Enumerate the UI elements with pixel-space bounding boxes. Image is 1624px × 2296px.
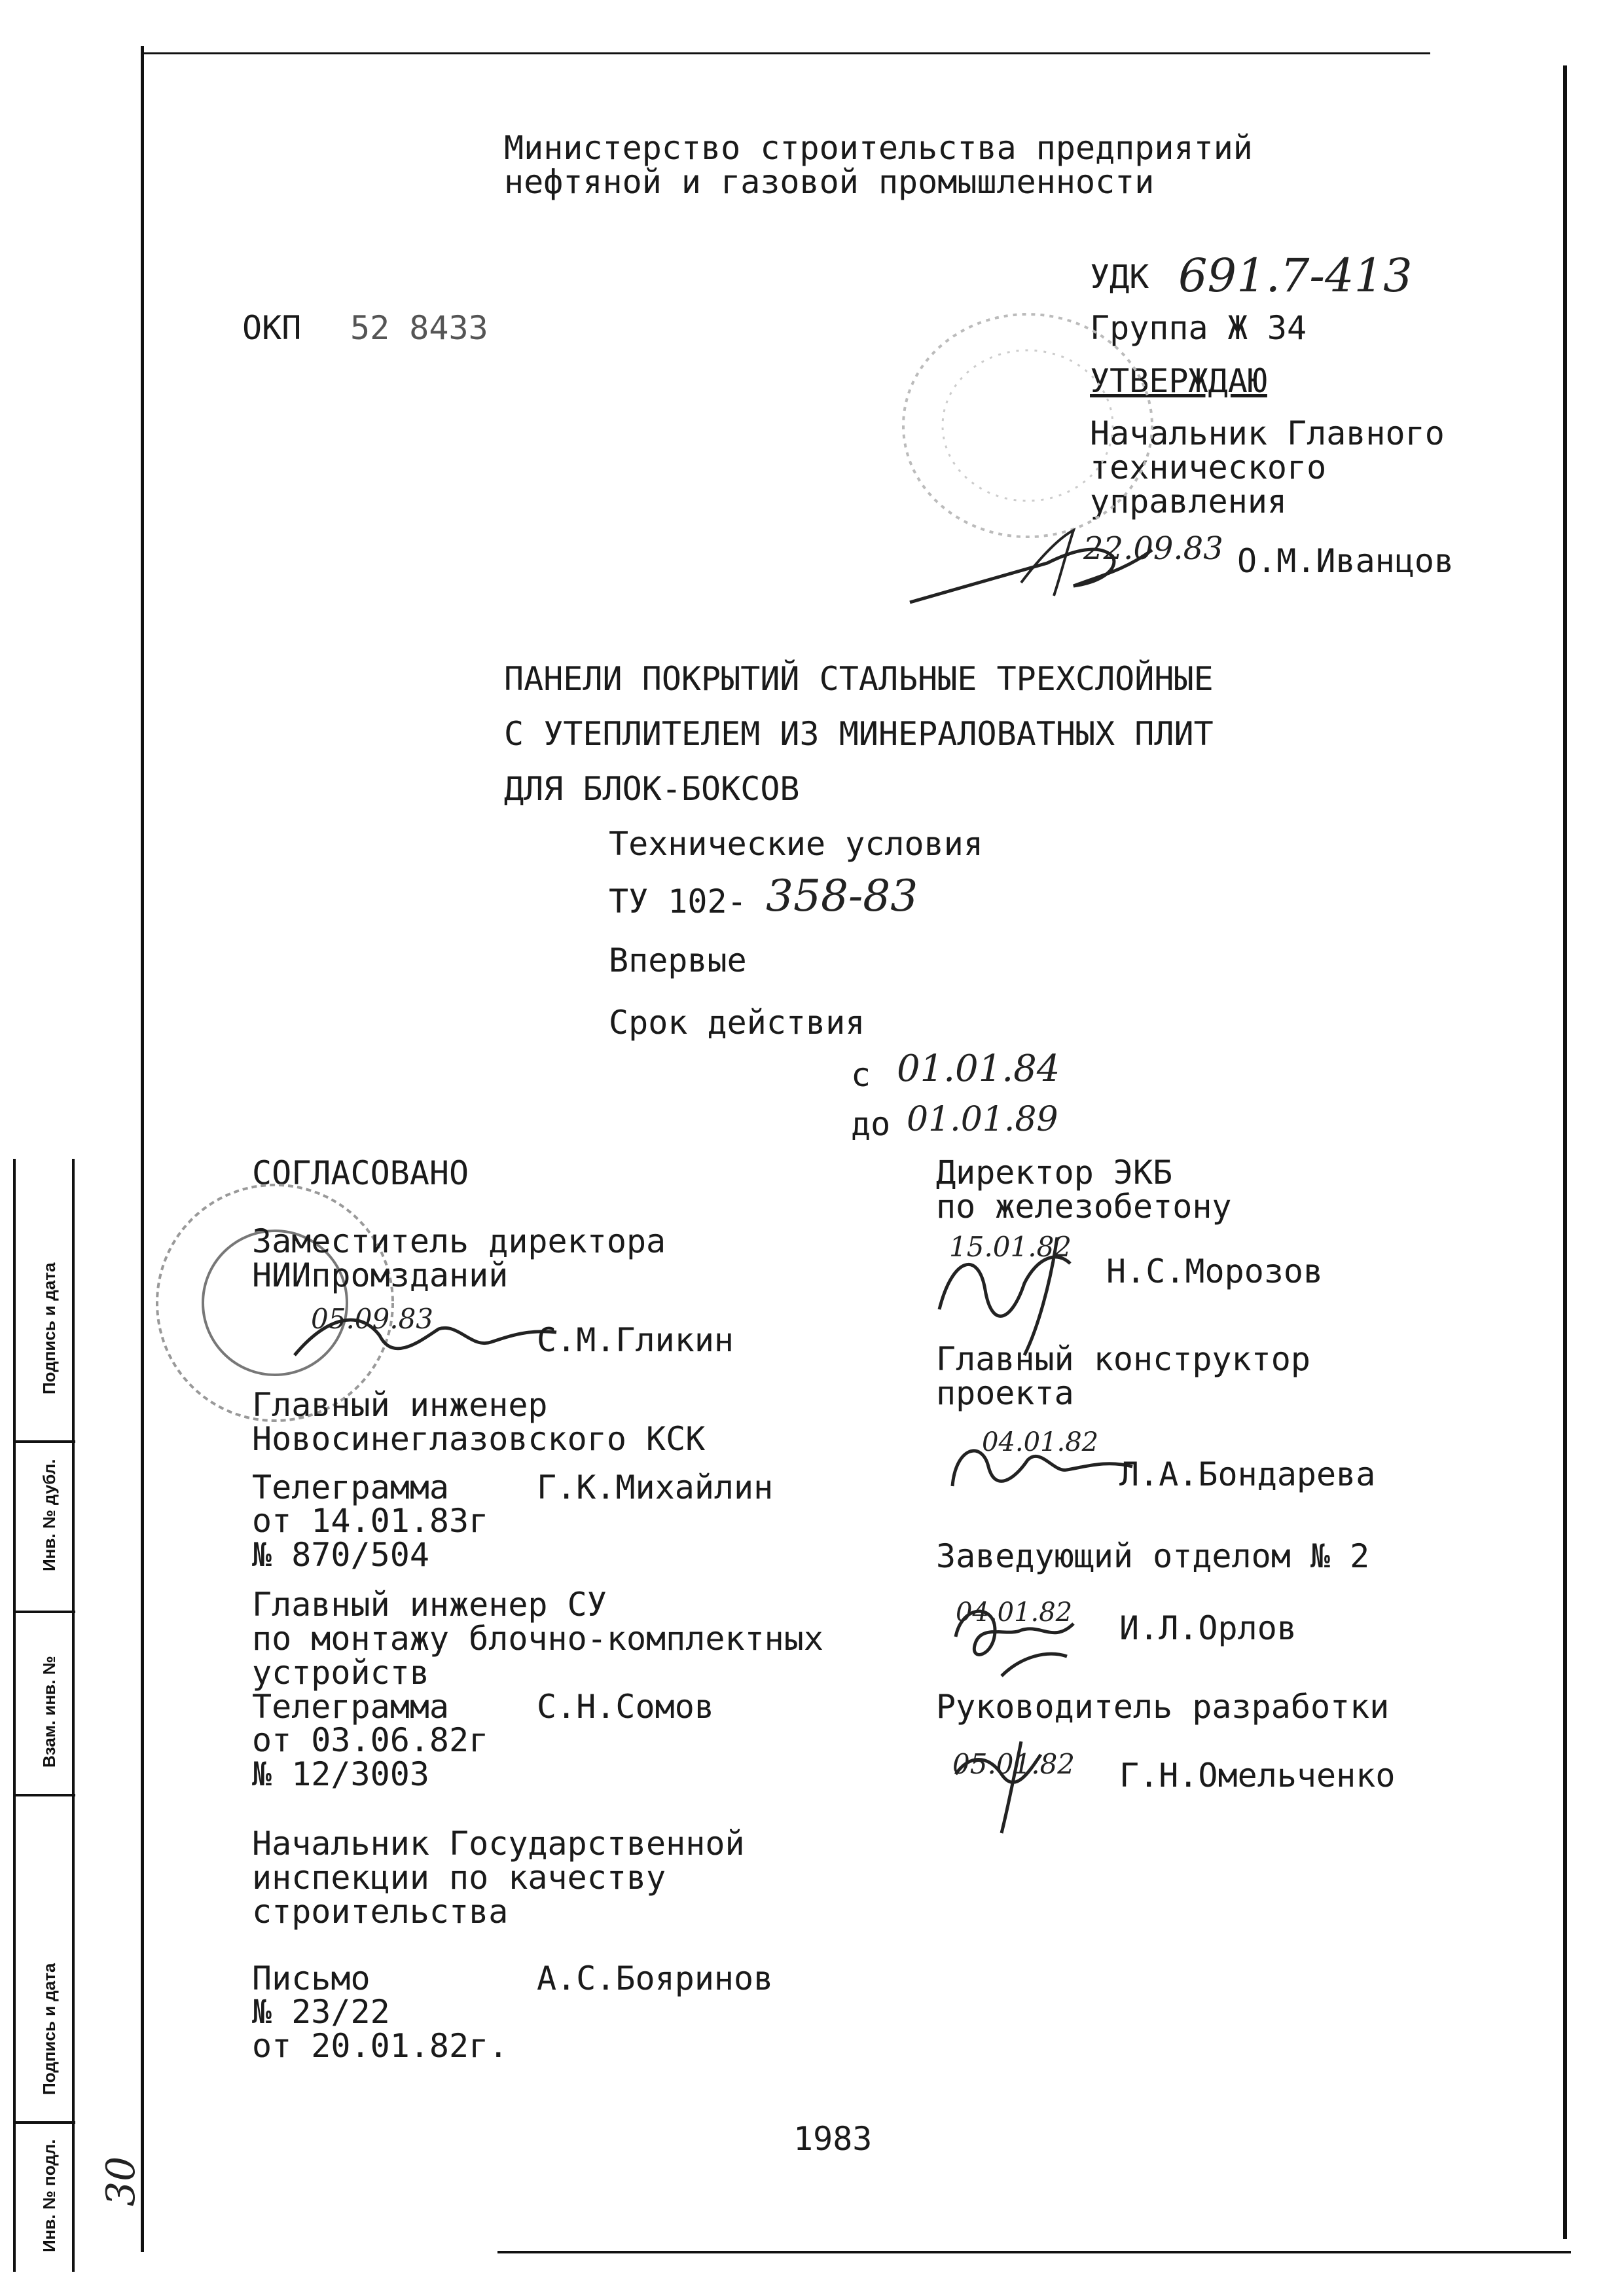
agreed-inspection-line: строительства xyxy=(252,1893,509,1931)
approval-heading: УТВЕРЖДАЮ xyxy=(1090,362,1267,400)
document-title xyxy=(504,651,1214,816)
agreed-inspection-name: А.С.Бояринов xyxy=(537,1959,774,1997)
agreed-chief-line: Новосинеглазовского КСК xyxy=(252,1420,706,1458)
director-line: Директор ЭКБ xyxy=(936,1154,1173,1192)
agreed-inspection-line: Начальник Государственной xyxy=(252,1825,745,1863)
spec-type: Технические условия xyxy=(609,825,983,863)
side-stamp-divider xyxy=(13,2121,75,2124)
director-line: по железобетону xyxy=(936,1188,1232,1226)
side-stamp-divider xyxy=(13,1440,75,1443)
lead-name: Г.Н.Омельченко xyxy=(1119,1757,1396,1795)
agreed-inspection-ref-line: от 20.01.82г. xyxy=(252,2027,509,2065)
dept-head-date: 04.01.82 xyxy=(956,1597,1073,1628)
agreed-deputy-name: С.М.Гликин xyxy=(537,1321,734,1359)
director-date: 15.01.82 xyxy=(949,1231,1072,1263)
okp-label: ОКП xyxy=(242,309,302,347)
lead-title: Руководитель разработки xyxy=(936,1688,1390,1726)
okp-value: 52 8433 xyxy=(350,309,488,347)
side-label-replacement-inventory: Взам. инв. № xyxy=(39,1656,59,1768)
udk-value: 691.7-413 xyxy=(1178,249,1413,302)
ministry-line-2: нефтяной и газовой промышленности xyxy=(504,163,1155,201)
approval-date: 22.09.83 xyxy=(1083,530,1223,567)
ministry-line-1: Министерство строительства предприятий xyxy=(504,129,1253,167)
agreed-su-line: устройств xyxy=(252,1654,429,1692)
spec-code-number: 358-83 xyxy=(766,871,918,921)
side-stamp-border xyxy=(72,1159,75,2272)
approval-name: О.М.Иванцов xyxy=(1237,542,1454,580)
side-stamp-divider xyxy=(13,1794,75,1796)
agreed-su-ref-line: от 03.06.82г xyxy=(252,1721,489,1759)
agreed-inspection-ref xyxy=(252,1995,508,2063)
side-stamp-border xyxy=(13,1159,16,2272)
udk-label: УДК xyxy=(1090,258,1149,296)
ministry-header xyxy=(504,131,1253,199)
document-year: 1983 xyxy=(793,2120,873,2158)
agreed-chief-line: Главный инженер xyxy=(252,1386,548,1424)
spec-from-date: 01.01.84 xyxy=(897,1048,1060,1090)
side-label-signature-date-2: Подпись и дата xyxy=(39,1963,59,2095)
constructor-line: проекта xyxy=(936,1374,1074,1412)
agreed-su-line: по монтажу блочно-комплектных xyxy=(252,1620,823,1658)
spec-to-label: до xyxy=(851,1105,891,1143)
agreed-su-name: С.Н.Сомов xyxy=(537,1688,714,1726)
side-inventory-value: 30 xyxy=(98,2156,144,2206)
side-label-original-inventory: Инв. № подл. xyxy=(39,2139,59,2252)
agreed-inspection-doc: Письмо xyxy=(252,1959,370,1997)
spec-from-label: с xyxy=(851,1056,871,1094)
title-line: ДЛЯ БЛОК-БОКСОВ xyxy=(504,770,800,808)
group-code: Группа Ж 34 xyxy=(1090,309,1307,347)
agreed-su-ref xyxy=(252,1723,488,1791)
dept-head-name: И.Л.Орлов xyxy=(1119,1609,1297,1647)
agreed-chief-ref-line: № 870/504 xyxy=(252,1536,429,1574)
agreed-chief xyxy=(252,1388,705,1456)
approval-seal xyxy=(897,308,1159,543)
constructor-name: Л.А.Бондарева xyxy=(1119,1455,1376,1493)
agreed-chief-ref xyxy=(252,1504,488,1572)
director-name: Н.С.Морозов xyxy=(1106,1252,1324,1290)
agreed-su-ref-line: № 12/3003 xyxy=(252,1755,429,1793)
frame-top-line xyxy=(141,52,1430,54)
spec-code-prefix: ТУ 102- xyxy=(609,883,747,920)
constructor-date: 04.01.82 xyxy=(982,1427,1099,1457)
frame-bottom-line xyxy=(497,2251,1571,2253)
frame-right-line xyxy=(1563,65,1567,2239)
agreed-chief-doc: Телеграмма xyxy=(252,1468,450,1506)
agreed-deputy xyxy=(252,1224,666,1292)
agreed-chief-ref-line: от 14.01.83г xyxy=(252,1502,489,1540)
agreed-deputy-line: НИИпромзданий xyxy=(252,1256,509,1294)
dept-head-title: Заведующий отделом № 2 xyxy=(936,1537,1370,1575)
agreed-heading: СОГЛАСОВАНО xyxy=(252,1154,469,1192)
side-label-dup-inventory: Инв. № дубл. xyxy=(39,1459,59,1571)
agreed-inspection xyxy=(252,1827,745,1929)
lead-date: 05.01.82 xyxy=(952,1748,1075,1780)
agreed-su xyxy=(252,1588,823,1690)
side-label-signature-date: Подпись и дата xyxy=(39,1262,59,1394)
approval-position-line: технического xyxy=(1090,448,1327,486)
side-stamp-divider xyxy=(13,1611,75,1613)
spec-to-date: 01.01.89 xyxy=(907,1100,1058,1139)
agreed-su-line: Главный инженер СУ xyxy=(252,1586,607,1624)
agreed-deputy-date: 05.09.83 xyxy=(311,1303,434,1335)
agreed-inspection-line: инспекции по качеству xyxy=(252,1859,666,1897)
approval-position-line: управления xyxy=(1090,483,1288,520)
title-line: ПАНЕЛИ ПОКРЫТИЙ СТАЛЬНЫЕ ТРЕХСЛОЙНЫЕ xyxy=(504,660,1214,698)
director-block xyxy=(936,1156,1232,1224)
spec-first-edition: Впервые xyxy=(609,941,747,979)
title-line: С УТЕПЛИТЕЛЕМ ИЗ МИНЕРАЛОВАТНЫХ ПЛИТ xyxy=(504,715,1214,753)
agreed-deputy-line: Заместитель директора xyxy=(252,1222,666,1260)
agreed-chief-name: Г.К.Михайлин xyxy=(537,1468,774,1506)
constructor-line: Главный конструктор xyxy=(936,1340,1310,1378)
agreed-su-doc: Телеграмма xyxy=(252,1688,450,1726)
spec-validity-label: Срок действия xyxy=(609,1004,865,1042)
agreed-inspection-ref-line: № 23/22 xyxy=(252,1993,390,2031)
approval-position-line: Начальник Главного xyxy=(1090,414,1445,452)
constructor-block xyxy=(936,1342,1310,1410)
frame-left-line xyxy=(141,46,144,2252)
